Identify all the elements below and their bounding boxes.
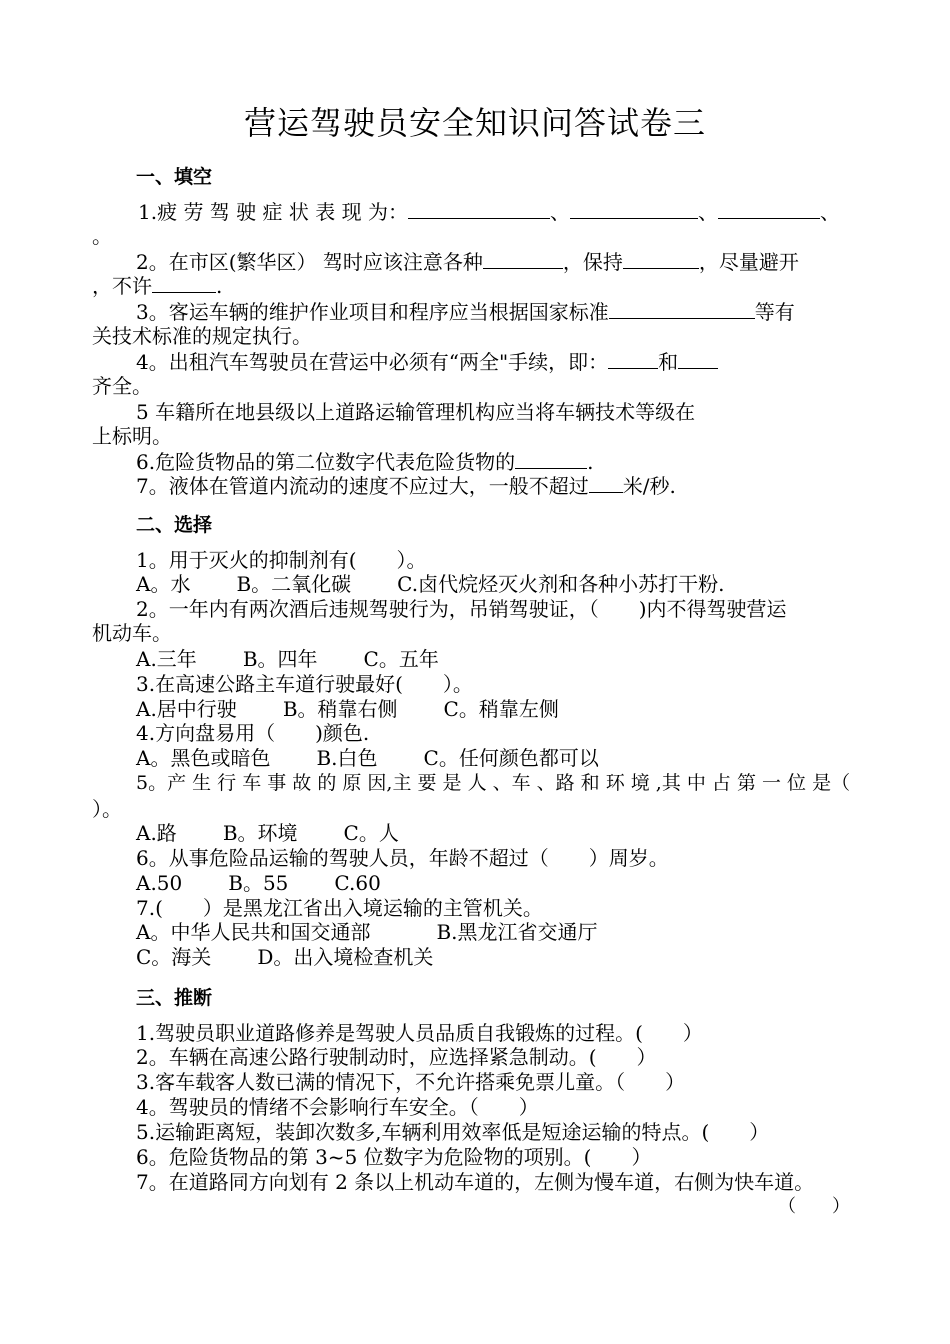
choice-q5: 5。产 生 行 车 事 故 的 原 因,主 要 是 人 、车 、路 和 环 境 ,其 中 占 第 一 位 是（ [136,772,851,794]
answer-blank[interactable] [408,200,550,219]
judge-item: 5.运输距离短，装卸次数多,车辆利用效率低是短途运输的特点。( ） [136,1120,770,1144]
option[interactable]: C。五年 [363,647,439,671]
separator: 、 [819,200,840,224]
choice-q1-options [136,572,724,596]
choice-q7-options-b [136,945,433,969]
choice-q6: 6。从事危险品运输的驾驶人员，年龄不超过（ ）周岁。 [136,846,669,870]
option[interactable]: C。任何颜色都可以 [423,746,599,770]
option[interactable]: B。稍靠右侧 [282,697,398,721]
option[interactable]: A。中华人民共和国交通部 [136,920,371,944]
option[interactable]: A。水 [136,572,191,596]
section-heading-judge: 三、推断 [136,987,213,1009]
answer-blank[interactable] [623,250,699,269]
answer-blank[interactable] [570,200,698,219]
option[interactable]: D。出入境检查机关 [257,945,434,969]
separator: 、 [697,200,718,224]
fill-q3-cont: 关技术标准的规定执行。 [92,324,312,348]
option[interactable]: C.60 [334,871,381,895]
fill-q6-text-a: 6.危险货物品的第二位数字代表危险货物的 [136,450,516,474]
fill-q2-cont-a: ，不许 [92,274,152,298]
option[interactable]: C。稍靠左侧 [443,697,559,721]
fill-q6 [136,450,593,474]
answer-blank[interactable] [152,274,216,293]
answer-blank[interactable] [609,300,755,319]
judge-item: 1.驾驶员职业道路修养是驾驶人员品质自我锻炼的过程。( ） [136,1021,703,1045]
answer-blank[interactable] [608,350,658,369]
option[interactable]: C.卤代烷烃灭火剂和各种小苏打干粉. [397,572,725,596]
fill-q7 [136,474,676,498]
option[interactable]: A.居中行驶 [136,697,237,721]
fill-q2-text-b: ，保持 [562,250,623,274]
fill-q3-text-b: 等有 [754,300,795,324]
option[interactable]: B。环境 [222,821,298,845]
choice-q5-cont: ）。 [92,797,122,821]
fill-q4-text-b: 和 [658,350,679,374]
fill-q2-cont [92,274,222,298]
option[interactable]: A.三年 [136,647,197,671]
option[interactable]: C。人 [343,821,399,845]
judge-item: 6。危险货物品的第 3~5 位数字为危险物的项别。( ） [136,1145,652,1169]
fill-q2-text-c: ，尽量避开 [698,250,799,274]
choice-q3-options [136,697,559,721]
fill-q4-cont: 齐全。 [92,374,152,398]
judge-item-7-answer-bracket[interactable]: （ ） [778,1196,850,1217]
section-heading-choice: 二、选择 [136,514,213,536]
choice-q7: 7.( ）是黑龙江省出入境运输的主管机关。 [136,896,543,920]
choice-q5-options [136,821,399,845]
fill-q5-cont: 上标明。 [92,424,172,448]
fill-q6-text-b: . [587,450,594,474]
fill-q1 [138,200,840,224]
fill-q1-cont: 。 [92,224,112,248]
fill-q5: 5 车籍所在地县级以上道路运输管理机构应当将车辆技术等级在 [136,400,696,424]
judge-item: 3.客车载客人数已满的情况下，不允许搭乘免票儿童。（ ） [136,1070,686,1094]
fill-q3-text-a: 3。客运车辆的维护作业项目和程序应当根据国家标准 [136,300,609,324]
fill-q7-text-b: 米/秒. [622,474,676,498]
fill-q4-text-a: 4。出租汽车驾驶员在营运中必须有“两全"手续，即： [136,350,609,374]
option[interactable]: C。海关 [136,945,212,969]
judge-item: 4。驾驶员的情绪不会影响行车安全。（ ） [136,1095,539,1119]
option[interactable]: B。二氧化碳 [236,572,352,596]
answer-blank[interactable] [678,350,718,369]
choice-q2-options [136,647,439,671]
fill-q4 [136,350,718,374]
fill-q3 [136,300,795,324]
section-heading-fill: 一、填空 [136,166,213,188]
option[interactable]: B.白色 [316,746,378,770]
option[interactable]: B。55 [228,871,289,895]
separator: 、 [549,200,570,224]
answer-blank[interactable] [483,250,563,269]
choice-q4: 4.方向盘易用（ )颜色. [136,721,370,745]
choice-q7-options-a [136,920,598,944]
option[interactable]: B。四年 [242,647,318,671]
page-title: 营运驾驶员安全知识问答试卷三 [243,104,706,142]
fill-q7-text-a: 7。液体在管道内流动的速度不应过大，一般不超过 [136,474,589,498]
choice-q6-options [136,871,381,895]
answer-blank[interactable] [718,200,820,219]
choice-q3: 3.在高速公路主车道行驶最好( ）。 [136,672,473,696]
option[interactable]: A.路 [136,821,177,845]
option[interactable]: A.50 [136,871,183,895]
fill-q2-text-a: 2。在市区(繁华区） 驾时应该注意各种 [136,250,483,274]
choice-q2: 2。一年内有两次酒后违规驾驶行为，吊销驾驶证，（ )内不得驾驶营运 [136,597,787,621]
fill-q1-text: 1.疲 劳 驾 驶 症 状 表 现 为： [138,200,408,224]
choice-q1: 1。用于灭火的抑制剂有( ）。 [136,548,427,572]
fill-q2 [136,250,799,274]
answer-blank[interactable] [515,450,587,469]
judge-item: 2。车辆在高速公路行驶制动时，应选择紧急制动。( ） [136,1045,657,1069]
fill-q2-cont-b: . [216,274,223,298]
choice-q2-cont: 机动车。 [92,621,172,645]
answer-blank[interactable] [589,474,623,493]
option[interactable]: A。黑色或暗色 [136,746,271,770]
choice-q4-options [136,746,599,770]
judge-item: 7。在道路同方向划有 2 条以上机动车道的，左侧为慢车道，右侧为快车道。 [136,1170,815,1194]
option[interactable]: B.黑龙江省交通厅 [436,920,598,944]
